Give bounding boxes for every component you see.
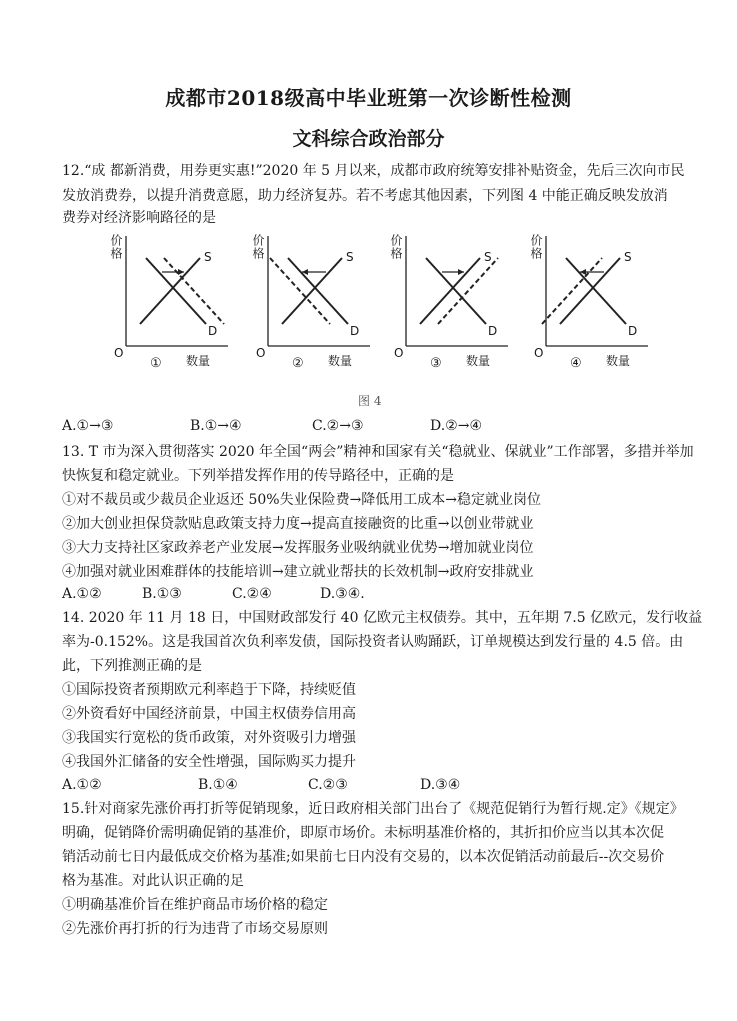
q14-options — [62, 775, 460, 795]
shifted-supply-line — [542, 258, 602, 324]
q14-option-c: C.②③ — [308, 777, 348, 793]
y-axis-label: 价格 — [529, 234, 543, 260]
figure-caption: 图 4 — [358, 394, 382, 408]
demand-line — [426, 258, 486, 324]
shift-arrow-head — [178, 269, 184, 275]
x-axis-label: 数量 — [328, 354, 353, 368]
q14-line: 此，下列推测正确的是 — [62, 658, 202, 674]
panel-number: ④ — [570, 356, 582, 371]
x-axis-label: 数量 — [466, 354, 491, 368]
demand-label: D — [208, 324, 218, 338]
supply-demand-chart-1 — [100, 228, 230, 378]
q12-line: 费券对经济影响路径的是 — [62, 210, 216, 226]
y-axis-label: 价格 — [389, 234, 403, 260]
q12-option-b: B.①→④ — [190, 418, 242, 434]
q12-options — [62, 416, 482, 436]
supply-line — [420, 258, 480, 324]
q14-line: 14. 2020 年 11 月 18 日，中国财政部发行 40 亿欧元主权债券。其中，五年期 7.5 亿欧元，发行收益 — [62, 610, 703, 626]
q15-line: 明确，促销降价需明确促销的基准价，即原市场价。未标明基准价格的，其折扣价应当以其本次促 — [62, 825, 664, 841]
q12-line: 发放消费券，以提升消费意愿，助力经济复苏。若不考虑其他因素，下列图 4 中能正确反映发放消 — [62, 188, 668, 204]
shifted-demand-line — [164, 258, 224, 324]
q15-line: 格为基准。对此认识正确的足 — [62, 873, 244, 889]
q14-line: ①国际投资者预期欧元利率趋于下降，持续贬值 — [62, 682, 356, 698]
y-axis-label: 价格 — [251, 234, 265, 260]
x-axis-label: 数量 — [186, 354, 211, 368]
page-subtitle: 文科综合政治部分 — [292, 128, 445, 150]
q14-option-a: A.①② — [62, 777, 102, 793]
q13-line: ④加强对就业困难群体的技能培训→建立就业帮扶的长效机制→政府安排就业 — [62, 564, 534, 580]
q14-line: ③我国实行宽松的货币政策，对外资吸引力增强 — [62, 730, 356, 746]
supply-line — [282, 258, 342, 324]
panel-number: ③ — [430, 356, 442, 371]
supply-demand-chart-2 — [242, 228, 372, 378]
y-axis-label: 价格 — [109, 234, 123, 260]
origin-label: O — [534, 346, 544, 360]
q15-line: 15.针对商家先涨价再打折等促销现象，近日政府相关部门出台了《规范促销行为暂行规.定》《规定》 — [62, 801, 684, 817]
q13-line: ③大力支持社区家政养老产业发展→发挥服务业吸纳就业优势→增加就业岗位 — [62, 540, 534, 556]
origin-label: O — [114, 346, 124, 360]
q12-option-d: D.②→④ — [430, 418, 483, 434]
q14-option-b: B.①④ — [198, 777, 238, 793]
supply-label: S — [346, 250, 354, 264]
q14-line: ④我国外汇储备的安全性增强，国际购买力提升 — [62, 754, 356, 770]
q15-line: 销活动前七日内最低成交价格为基准;如果前七日内没有交易的，以本次促销活动前最后--次交易价 — [62, 849, 665, 865]
q14-line: 率为-0.152%。这是我国首次负利率发债，国际投资者认购踊跃，订单规模达到发行量的 4.5 倍。由 — [62, 634, 684, 650]
panel-number: ① — [150, 356, 162, 371]
q13-options — [62, 584, 365, 604]
q13-line: 快恢复和稳定就业。下列举措发挥作用的传导路径中，正确的是 — [62, 468, 454, 484]
supply-label: S — [204, 250, 212, 264]
supply-label: S — [624, 250, 632, 264]
supply-demand-chart-3 — [380, 228, 510, 378]
demand-label: D — [488, 324, 498, 338]
shifted-demand-line — [270, 258, 330, 324]
supply-line — [560, 258, 620, 324]
shifted-supply-line — [438, 258, 498, 324]
panel-number: ② — [292, 356, 304, 371]
q13-option-d: D.③④. — [320, 586, 365, 602]
origin-label: O — [394, 346, 404, 360]
q13-line: 13. T 市为深入贯彻落实 2020 年全国“两会”精神和国家有关“稳就业、保就业”工作部署，多措并举加 — [62, 444, 694, 460]
q15-line: ②先涨价再打折的行为违背了市场交易原则 — [62, 921, 328, 937]
x-axis-label: 数量 — [606, 354, 631, 368]
q12-option-c: C.②→③ — [312, 418, 364, 434]
demand-line — [146, 258, 206, 324]
q12-option-a: A.①→③ — [62, 418, 114, 434]
q13-option-c: C.②④ — [232, 586, 272, 602]
demand-line — [288, 258, 348, 324]
page-title: 成都市2018级高中毕业班第一次诊断性检测 — [165, 86, 572, 110]
q13-option-b: B.①③ — [142, 586, 182, 602]
q14-option-d: D.③④ — [420, 777, 461, 793]
q12-line: 12.“成 都新消费，用券更实惠!”2020 年 5 月以来，成都市政府统筹安排补贴资金，先后三次向市民 — [62, 163, 685, 179]
demand-label: D — [628, 324, 638, 338]
demand-line — [566, 258, 626, 324]
q13-line: ①对不裁员或少裁员企业返还 50%失业保险费→降低用工成本→稳定就业岗位 — [62, 492, 542, 508]
supply-label: S — [484, 250, 492, 264]
q13-line: ②加大创业担保贷款贴息政策支持力度→提高直接融资的比重→以创业带就业 — [62, 516, 534, 532]
supply-line — [140, 258, 200, 324]
demand-label: D — [350, 324, 360, 338]
q13-option-a: A.①② — [62, 586, 102, 602]
q15-line: ①明确基准价旨在维护商品市场价格的稳定 — [62, 897, 328, 913]
q14-line: ②外资看好中国经济前景，中国主权债券信用高 — [62, 706, 356, 722]
shift-arrow-head — [458, 269, 464, 275]
origin-label: O — [256, 346, 266, 360]
figure-4 — [100, 228, 660, 418]
supply-demand-chart-4 — [520, 228, 650, 378]
